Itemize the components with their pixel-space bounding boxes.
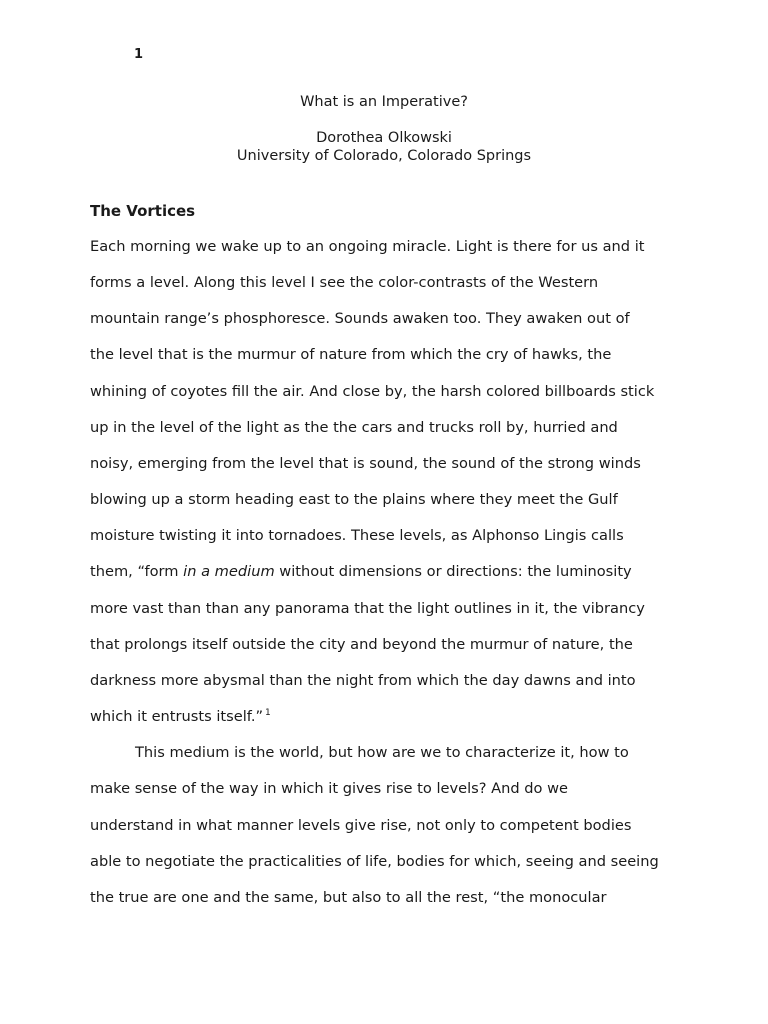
text-line: Each morning we wake up to an ongoing miracle. Light is there for us and it bbox=[90, 238, 645, 255]
footnote-line-text: which it entrusts itself.” bbox=[90, 708, 264, 725]
footnote-marker[interactable]: 1 bbox=[265, 708, 271, 718]
author-name: Dorothea Olkowski bbox=[316, 130, 452, 146]
text-line: that prolongs itself outside the city and beyond the murmur of nature, the bbox=[90, 636, 633, 653]
section-heading: The Vortices bbox=[90, 202, 196, 220]
text-line: able to negotiate the practicalities of life, bodies for which, seeing and seeing bbox=[90, 853, 659, 870]
text-line: blowing up a storm heading east to the plains where they meet the Gulf bbox=[90, 491, 618, 508]
text-line: darkness more abysmal than the night from which the day dawns and into bbox=[90, 672, 636, 689]
text-line: make sense of the way in which it gives rise to levels? And do we bbox=[90, 780, 569, 797]
text-line: understand in what manner levels give rise, not only to competent bodies bbox=[90, 817, 632, 834]
text-line: the level that is the murmur of nature from which the cry of hawks, the bbox=[90, 346, 612, 363]
text-line-quote bbox=[90, 562, 632, 582]
text-line-paragraph-start: This medium is the world, but how are we to characterize it, how to bbox=[135, 744, 629, 761]
text-line: forms a level. Along this level I see the color-contrasts of the Western bbox=[90, 274, 599, 291]
text-line: more vast than than any panorama that the light outlines in it, the vibrancy bbox=[90, 600, 645, 617]
text-line: whining of coyotes fill the air. And close by, the harsh colored billboards stick bbox=[90, 383, 655, 400]
text-line: noisy, emerging from the level that is sound, the sound of the strong winds bbox=[90, 455, 641, 472]
text-line: moisture twisting it into tornadoes. These levels, as Alphonso Lingis calls bbox=[90, 527, 624, 544]
page-number: 1 bbox=[134, 47, 144, 62]
text-line: mountain range’s phosphoresce. Sounds awaken too. They awaken out of bbox=[90, 310, 630, 327]
text-line: the true are one and the same, but also to all the rest, “the monocular bbox=[90, 889, 607, 906]
document-title: What is an Imperative? bbox=[300, 94, 468, 110]
quote-before: them, “form bbox=[90, 563, 184, 580]
text-line: up in the level of the light as the the cars and trucks roll by, hurried and bbox=[90, 419, 618, 436]
text-line-footnote bbox=[90, 707, 271, 727]
quote-after: without dimensions or directions: the luminosity bbox=[274, 563, 632, 580]
quote-italic: in a medium bbox=[183, 563, 275, 580]
author-affiliation: University of Colorado, Colorado Springs bbox=[236, 148, 532, 164]
